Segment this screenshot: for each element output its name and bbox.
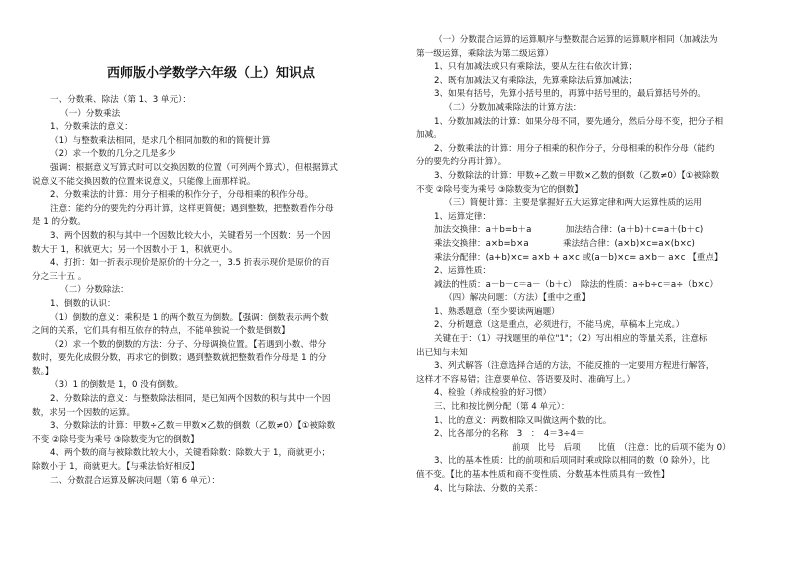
text-line: 分的要先约分再计算）。 xyxy=(416,157,507,168)
text-line: 注意：能约分的要先约分再计算，这样更简便；遇到整数，把整数看作分母 xyxy=(50,203,334,214)
text-line: 数。】 xyxy=(32,366,54,377)
text-line: 3、如果有括号，先算小括号里的，再算中括号里的，最后算括号外的。 xyxy=(434,89,706,100)
text-line: 值不变。【比的基本性质和商不变性质、分数基本性质具有一致性】 xyxy=(416,470,670,480)
text-line: 强调：根据意义写算式时可以交换因数的位置（可列两个算式），但根据算式 xyxy=(50,162,338,173)
text-line: （3）1 的倒数是 1，0 没有倒数。 xyxy=(50,380,184,391)
text-line: 出已知与未知 xyxy=(416,347,468,358)
text-line: 1、倒数的认识： xyxy=(50,298,116,309)
text-line: （1）与整数乘法相同，是求几个相同加数的和的简便计算 xyxy=(50,135,271,146)
text-line: （三）简便计算：主要是掌握好五大运算定律和两大运算性质的运用 xyxy=(444,198,702,209)
text-line: 一、分数乘、除法（第 1、3 单元）： xyxy=(50,95,192,105)
text-line: 2、分数除法的意义：与整数除法相同，是已知两个因数的积与其中一个因 xyxy=(50,394,331,405)
text-line: （二）分数加减乘除法的计算方法： xyxy=(444,102,582,113)
right-text-block xyxy=(416,34,786,496)
text-line: 1、比的意义：两数相除又叫做这两个数的比。 xyxy=(434,415,612,426)
text-line: 数时，要先化成假分数，再求它的倒数；遇到整数就把整数看作分母是 1 的分 xyxy=(32,353,327,364)
text-line: 这样才不容易错；注意要单位、答语要及时、准确写上。） xyxy=(416,374,636,385)
text-line: 是 1 的分数。 xyxy=(32,217,86,228)
text-line: 3、两个因数的积与其中一个因数比较大小，关键看另一个因数：另一个因 xyxy=(50,230,331,241)
text-line: 三、比和按比例分配（第 4 单元）： xyxy=(434,402,570,413)
text-line: （2）求一个数的几分之几是多少 xyxy=(50,149,176,160)
text-line: （一）分数混合运算的运算顺序与整数混合运算的运算顺序相同（加减法为 xyxy=(434,35,718,45)
text-line: 除数小于 1，商就更大。【与乘法恰好相反】 xyxy=(32,462,200,473)
text-line: 2、既有加减法又有乘除法，先算乘除法后算加减法； xyxy=(434,75,638,86)
text-line: 1、只有加减法或只有乘除法，要从左往右依次计算； xyxy=(434,62,638,73)
left-text-block xyxy=(32,94,390,488)
text-line: 3、分数除法的计算：甲数÷乙数＝甲数×乙数的倒数（乙数≠0）【①被除数 xyxy=(434,170,720,181)
page-title: 西师版小学数学六年级（上）知识点 xyxy=(106,66,315,81)
text-line: （一）分数乘法 xyxy=(60,108,121,119)
text-line: （2）求一个数的倒数的方法：分子、分母调换位置。【若遇到小数、带分 xyxy=(50,339,327,350)
text-line: 加减。 xyxy=(416,130,442,141)
text-line: 关键在于：（1）寻找题里的单位"1"；（2）写出相应的等量关系，注意标 xyxy=(434,334,708,345)
right-column xyxy=(416,0,786,561)
text-line: 2、运算性质： xyxy=(434,266,492,277)
text-line: 4、检验（养成检验的好习惯） xyxy=(434,388,552,399)
left-column xyxy=(32,0,390,561)
text-line: 减法的性质：a－b－c＝a－（b＋c） 除法的性质：a÷b÷c＝a÷（b×c） xyxy=(434,279,718,290)
text-line: 4、打折：如一折表示现价是原价的十分之一，3.5 折表示现价是原价的百 xyxy=(50,258,330,269)
text-line: 乘法分配律：(a+b)×c= a×b + a×c 或(a－b)×c= a×b－ a×c 【重点】 xyxy=(434,252,723,263)
text-line: 1、运算定律： xyxy=(434,211,492,222)
text-line: 乘法交换律：a×b=b×a 乘法结合律：(a×b)×c=a×(b×c) xyxy=(434,238,695,249)
text-line: （1）倒数的意义：乘积是 1 的两个数互为倒数。【强调：倒数表示两个数 xyxy=(50,312,329,323)
text-line: 第一级运算，乘除法为第二级运算） xyxy=(416,48,554,59)
text-line: 之间的关系，它们具有相互依存的特点，不能单独说一个数是倒数】 xyxy=(32,326,290,337)
text-line: 2、分数乘法的计算：用分子相乘的积作分子，分母相乘的积作分母。 xyxy=(50,190,314,201)
text-line: 分之三十五 。 xyxy=(32,271,87,282)
text-line: 3、列式解答（注意选择合适的方法，不能反推的一定要用方程进行解答， xyxy=(434,361,715,372)
text-line: 加法交换律：a＋b=b＋a 加法结合律：(a＋b)＋c=a＋(b＋c) xyxy=(434,225,704,236)
text-line: （二）分数除法： xyxy=(60,285,129,296)
text-line: 4、比与除法、分数的关系： xyxy=(434,483,543,494)
text-line: 不变 ②除号变为乘号 ③除数变为它的倒数】 xyxy=(32,434,199,445)
text-line: 数大于 1，积就更大；另一个因数小于 1，积就更小。 xyxy=(32,244,238,255)
text-line: 1、分数乘法的意义： xyxy=(50,122,133,133)
text-line: （四）解决问题：（方法）【重中之重】 xyxy=(444,293,591,304)
text-line: 3、分数除法的计算：甲数÷乙数＝甲数×乙数的倒数（乙数≠0）【①被除数 xyxy=(50,421,336,432)
text-line: 3、比的基本性质：比的前项和后项同时乘或除以相同的数（0 除外），比 xyxy=(434,456,710,467)
text-line: 2、分析题意（这是重点，必须进行，不能马虎，草稿本上完成。） xyxy=(434,320,685,331)
text-line: 说意义不能交换因数的位置来说意义，只能像上面那样说。 xyxy=(32,176,256,187)
text-line: 4、两个数的商与被除数比较大小，关键看除数：除数大于 1，商就更小； xyxy=(50,448,331,459)
text-line: 2、比各部分的名称 3 ： 4＝3÷4＝ xyxy=(434,429,585,440)
text-line: 二、分数混合运算及解决问题（第 6 单元）： xyxy=(50,475,220,486)
text-line: 1、分数加减法的计算：如果分母不同，要先通分，然后分母不变，把分子相 xyxy=(434,116,724,127)
text-line: 前项 比号 后项 比值 （注意：比的后项不能为 0） xyxy=(512,442,731,453)
text-line: 不变 ②除号变为乘号 ③除数变为它的倒数】 xyxy=(416,184,583,195)
text-line: 1、熟悉题意（至少要读两遍题） xyxy=(434,306,560,317)
text-line: 数，求另一个因数的运算。 xyxy=(32,407,136,418)
text-line: 2、分数乘法的计算：用分子相乘的积作分子，分母相乘的积作分母（能约 xyxy=(434,143,715,154)
